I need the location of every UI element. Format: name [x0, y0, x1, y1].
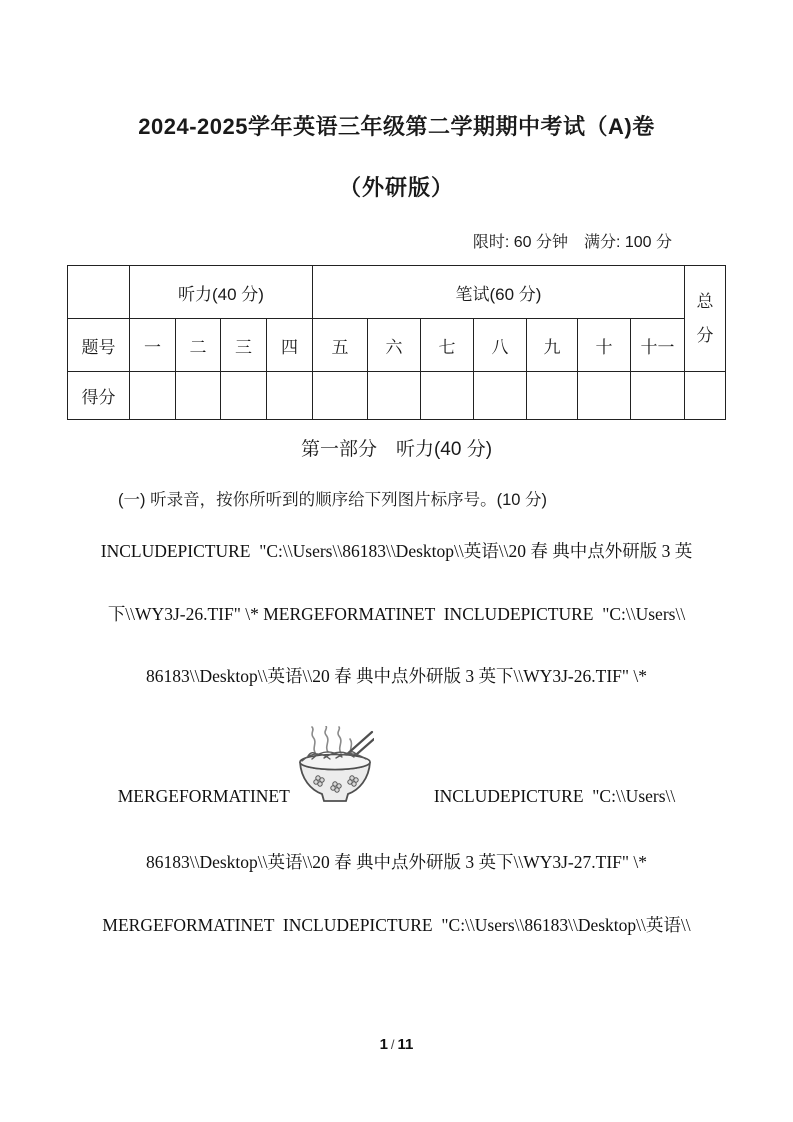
field-code-text: INCLUDEPICTURE "C:\\Users\\ [433, 786, 676, 806]
total-char-top: 总 [696, 291, 714, 311]
page-title: 2024-2025学年英语三年级第二学期期中考试（A)卷 [138, 114, 655, 139]
question-col: 七 [421, 319, 474, 372]
score-empty-cell [130, 372, 176, 420]
listening-instruction: (一) 听录音，按你所听到的顺序给下列图片标序号。(10 分) [118, 491, 547, 509]
page-separator: / [390, 1037, 395, 1052]
field-code-text: MERGEFORMATINET [117, 786, 290, 806]
field-code-line: 86183\\Desktop\\英语\\20 春 典中点外研版 3 英下\\WY3J-27.TIF" \* [145, 852, 648, 872]
question-col: 八 [474, 319, 527, 372]
question-col: 六 [368, 319, 421, 372]
page-number [0, 1036, 793, 1053]
section-heading: 第一部分 听力(40 分) [300, 439, 493, 460]
score-row-label: 得分 [68, 372, 130, 420]
score-empty-cell [527, 372, 578, 420]
total-char-bottom: 分 [696, 325, 714, 345]
question-number-row-label: 题号 [68, 319, 130, 372]
question-col: 二 [176, 319, 221, 372]
score-empty-cell [474, 372, 527, 420]
question-col: 四 [267, 319, 313, 372]
score-empty-cell [176, 372, 221, 420]
field-code-line-with-image [0, 726, 793, 806]
total-pages: 11 [397, 1036, 414, 1053]
current-page: 1 [379, 1036, 388, 1053]
score-empty-cell [368, 372, 421, 420]
score-table [67, 265, 726, 420]
corner-empty-cell [68, 266, 130, 319]
total-score-header [685, 266, 726, 372]
listening-section-header: 听力(40 分) [130, 266, 313, 319]
field-code-line: 86183\\Desktop\\英语\\20 春 典中点外研版 3 英下\\WY3J-26.TIF" \* [145, 666, 648, 686]
question-col: 五 [313, 319, 368, 372]
question-col: 三 [221, 319, 267, 372]
score-empty-cell [685, 372, 726, 420]
field-code-line: 下\\WY3J-26.TIF" \* MERGEFORMATINET INCLUDEPICTURE "C:\\Users\\ [107, 604, 686, 624]
score-empty-cell [578, 372, 631, 420]
time-and-score-limit: 限时: 60 分钟 满分: 100 分 [472, 234, 672, 251]
question-col: 十 [578, 319, 631, 372]
score-empty-cell [267, 372, 313, 420]
score-empty-cell [631, 372, 685, 420]
page-subtitle: （外研版） [338, 175, 454, 200]
question-col: 十一 [631, 319, 685, 372]
score-empty-cell [313, 372, 368, 420]
noodle-bowl-image [296, 726, 374, 806]
question-col: 九 [527, 319, 578, 372]
question-col: 一 [130, 319, 176, 372]
score-empty-cell [421, 372, 474, 420]
field-code-line: MERGEFORMATINET INCLUDEPICTURE "C:\\Users\\86183\\Desktop\\英语\\ [102, 915, 691, 935]
score-empty-cell [221, 372, 267, 420]
field-code-line: INCLUDEPICTURE "C:\\Users\\86183\\Desktop\\英语\\20 春 典中点外研版 3 英 [100, 541, 693, 561]
written-section-header: 笔试(60 分) [313, 266, 685, 319]
